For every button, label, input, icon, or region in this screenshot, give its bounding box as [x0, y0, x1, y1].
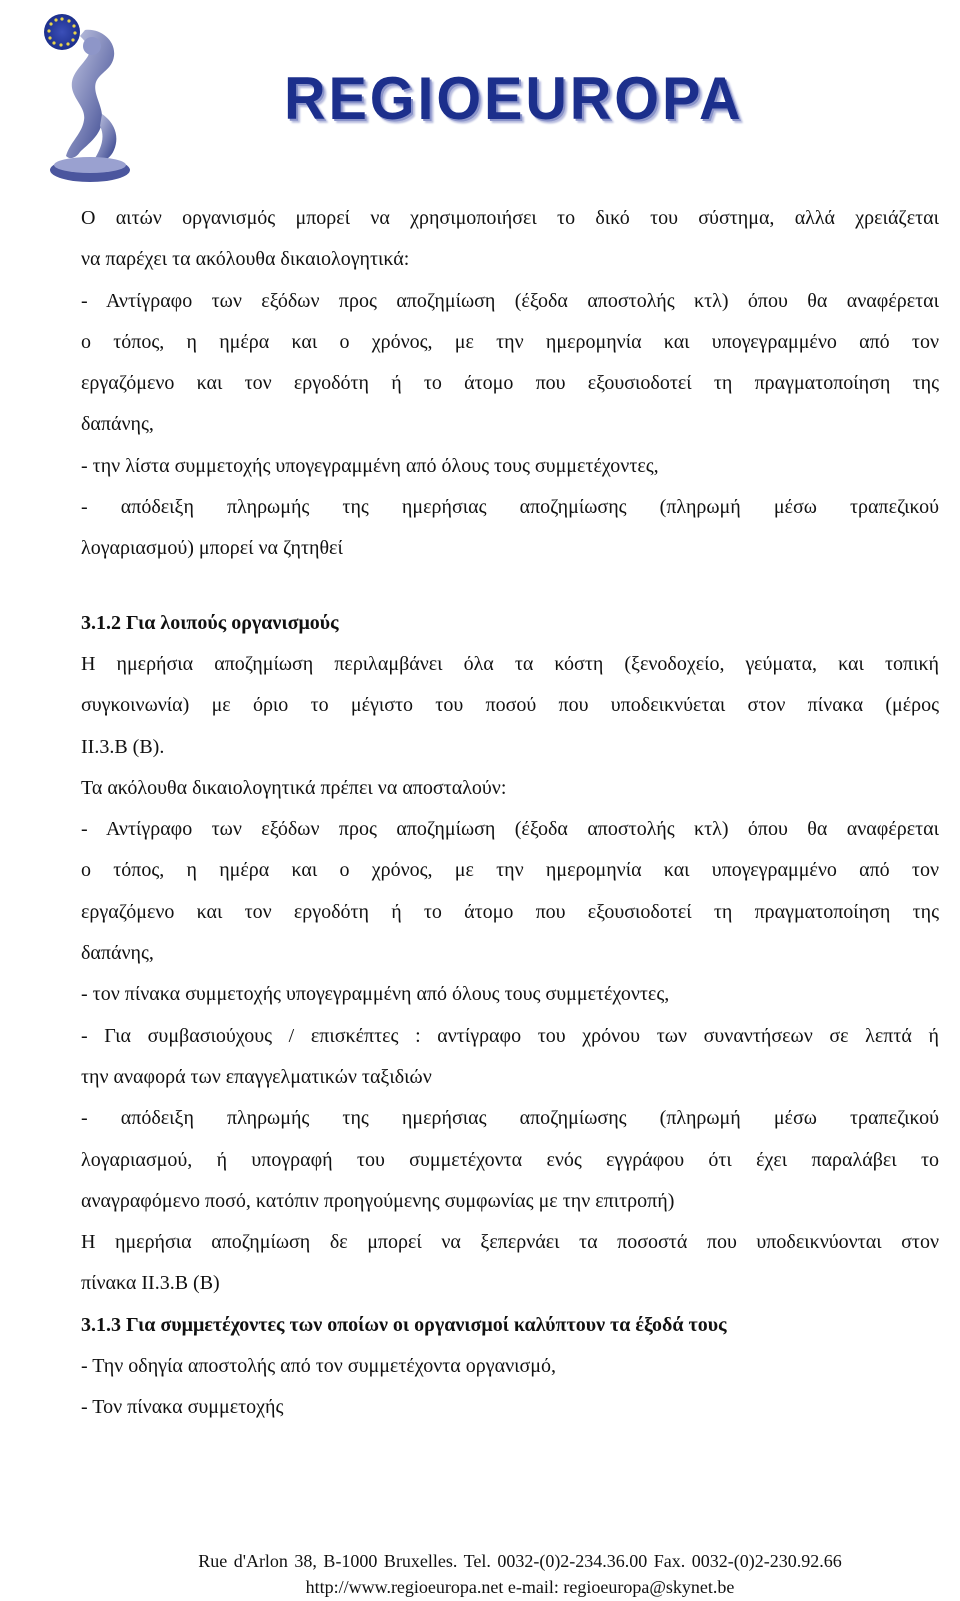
- discobolus-statue-icon: [30, 10, 150, 188]
- paragraph-line: - Για συμβασιούχους / επισκέπτες : αντίγραφο του χρόνου των συναντήσεων σε λεπτά ή: [81, 1024, 939, 1047]
- paragraph-line: συγκοινωνία) με όριο το μέγιστο του ποσού που υποδεικνύεται στον πίνακα (μέρος: [81, 694, 939, 717]
- paragraph-line: - Τον πίνακα συμμετοχής: [81, 1396, 284, 1419]
- footer-contact: http://www.regioeuropa.net e-mail: regioeuropa@skynet.be: [305, 1577, 735, 1597]
- letterhead: [0, 0, 960, 190]
- spacer: [81, 570, 939, 603]
- paragraph-line: την αναφορά των επαγγελματικών ταξιδιών: [81, 1065, 432, 1088]
- paragraph-line: - Την οδηγία αποστολής από τον συμμετέχοντα οργανισμό,: [81, 1355, 556, 1378]
- paragraph-line: πίνακα II.3.B (B): [81, 1272, 220, 1295]
- paragraph-line: Τα ακόλουθα δικαιολογητικά πρέπει να αποσταλούν:: [81, 776, 507, 799]
- paragraph-line: - Αντίγραφο των εξόδων προς αποζημίωση (έξοδα αποστολής κτλ) όπου θα αναφέρεται: [81, 289, 939, 312]
- paragraph-line: αναγραφόμενο ποσό, κατόπιν προηγούμενης συμφωνίας με την επιτροπή): [81, 1189, 675, 1212]
- paragraph-line: - τον πίνακα συμμετοχής υπογεγραμμένη από όλους τους συμμετέχοντες,: [81, 983, 670, 1006]
- paragraph-line: - απόδειξη πληρωμής της ημερήσιας αποζημίωσης (πληρωμή μέσω τραπεζικού: [81, 496, 939, 519]
- logo-wordmark: REGIOEUROPA: [284, 65, 744, 132]
- paragraph-line: - την λίστα συμμετοχής υπογεγραμμένη από όλους τους συμμετέχοντες,: [81, 454, 659, 477]
- paragraph-line: να παρέχει τα ακόλουθα δικαιολογητικά:: [81, 248, 410, 271]
- paragraph-line: ο τόπος, η ημέρα και ο χρόνος, με την ημερομηνία και υπογεγραμμένο από τον: [81, 330, 939, 353]
- paragraph-line: II.3.B (B).: [81, 735, 165, 758]
- document-body: [81, 198, 939, 1429]
- paragraph-line: δαπάνης,: [81, 942, 154, 965]
- paragraph-line: εργαζόμενο και τον εργοδότη ή το άτομο που εξουσιοδοτεί τη πραγματοποίηση της: [81, 900, 939, 923]
- paragraph-line: εργαζόμενο και τον εργοδότη ή το άτομο που εξουσιοδοτεί τη πραγματοποίηση της: [81, 372, 939, 395]
- paragraph-line: Η ημερήσια αποζημίωση δε μπορεί να ξεπερνάει τα ποσοστά που υποδεικνύονται στον: [81, 1231, 939, 1254]
- paragraph-line: - απόδειξη πληρωμής της ημερήσιας αποζημίωσης (πληρωμή μέσω τραπεζικού: [81, 1107, 939, 1130]
- paragraph-line: δαπάνης,: [81, 413, 154, 436]
- section-heading-3-1-2: 3.1.2 Για λοιπούς οργανισμούς: [81, 611, 339, 634]
- footer-address: Rue d'Arlon 38, B-1000 Bruxelles. Tel. 0032-(0)2-234.36.00 Fax. 0032-(0)2-230.92.66: [198, 1551, 842, 1571]
- section-heading-3-1-3: 3.1.3 Για συμμετέχοντες των οποίων οι οργανισμοί καλύπτουν τα έξοδά τους: [81, 1313, 727, 1336]
- paragraph-line: λογαριασμού, ή υπογραφή του συμμετέχοντα ενός εγγράφου ότι έχει παραλάβει το: [81, 1148, 939, 1171]
- paragraph-line: Ο αιτών οργανισμός μπορεί να χρησιμοποιήσει το δικό του σύστημα, αλλά χρειάζεται: [81, 207, 939, 229]
- paragraph-line: ο τόπος, η ημέρα και ο χρόνος, με την ημερομηνία και υπογεγραμμένο από τον: [81, 859, 939, 882]
- paragraph-line: λογαριασμού) μπορεί να ζητηθεί: [81, 537, 343, 560]
- paragraph-line: Η ημερήσια αποζημίωση περιλαμβάνει όλα τα κόστη (ξενοδοχείο, γεύματα, και τοπική: [81, 652, 939, 675]
- page-footer: [0, 1548, 960, 1600]
- paragraph-line: - Αντίγραφο των εξόδων προς αποζημίωση (έξοδα αποστολής κτλ) όπου θα αναφέρεται: [81, 818, 939, 841]
